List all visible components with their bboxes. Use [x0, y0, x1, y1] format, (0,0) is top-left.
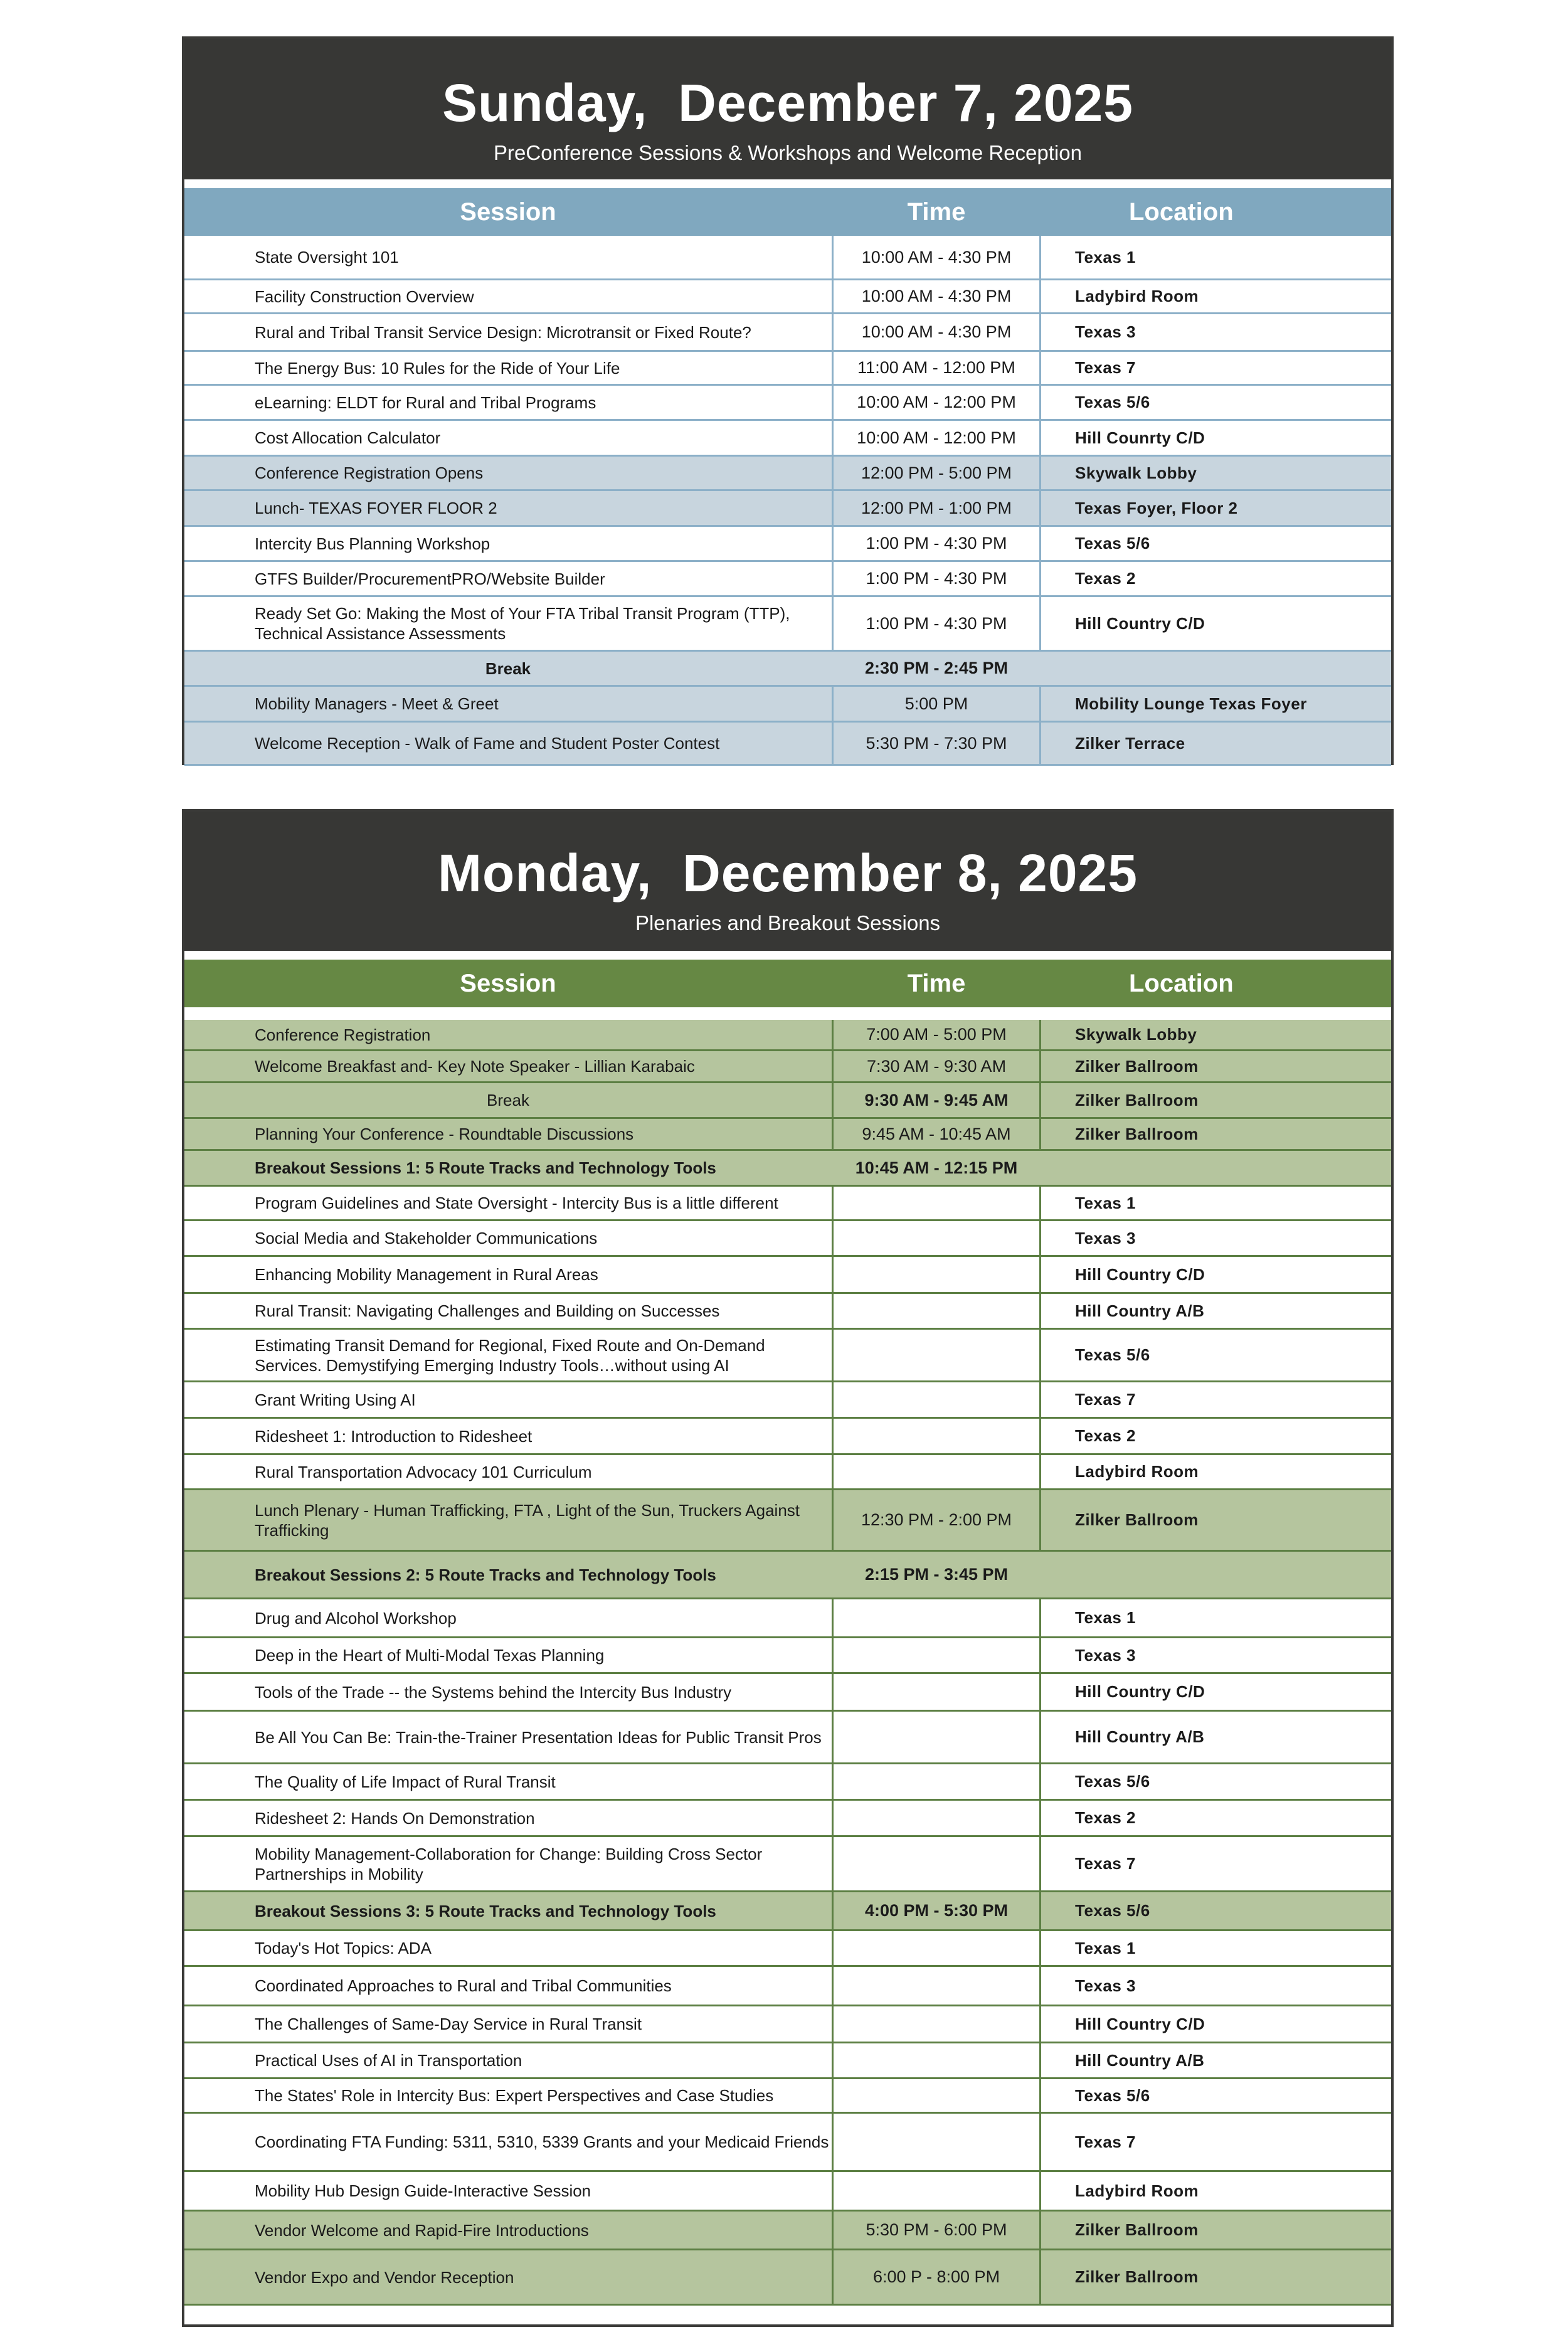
table-row — [184, 1892, 1391, 1931]
session-cell: Mobility Hub Design Guide-Interactive Session — [184, 2172, 832, 2212]
location-cell: Texas 5/6 — [1041, 2079, 1391, 2114]
session-cell: Lunch- TEXAS FOYER FLOOR 2 — [184, 491, 832, 527]
table-row — [184, 1187, 1391, 1221]
time-cell: 9:45 AM - 10:45 AM — [832, 1119, 1041, 1151]
location-cell — [1041, 1552, 1391, 1599]
session-cell: Planning Your Conference - Roundtable Discussions — [184, 1119, 832, 1151]
time-cell: 1:00 PM - 4:30 PM — [832, 562, 1041, 597]
time-cell: 1:00 PM - 4:30 PM — [832, 527, 1041, 562]
session-cell: Conference Registration Opens — [184, 457, 832, 491]
session-cell: Breakout Sessions 2: 5 Route Tracks and Technology Tools — [184, 1552, 832, 1599]
time-cell: 12:30 PM - 2:00 PM — [832, 1490, 1041, 1552]
location-cell: Skywalk Lobby — [1041, 457, 1391, 491]
table-row — [184, 1020, 1391, 1051]
time-cell: 5:00 PM — [832, 687, 1041, 723]
time-cell: 10:00 AM - 12:00 PM — [832, 421, 1041, 457]
table-row — [184, 2114, 1391, 2172]
table-row — [184, 1490, 1391, 1552]
time-cell — [832, 2006, 1041, 2043]
sunday-table-body — [184, 236, 1391, 766]
location-cell: Zilker Ballroom — [1041, 2250, 1391, 2306]
location-cell: Texas 3 — [1041, 314, 1391, 352]
table-row — [184, 1837, 1391, 1892]
location-cell: Texas 7 — [1041, 2114, 1391, 2172]
session-cell: The States' Role in Intercity Bus: Expert Perspectives and Case Studies — [184, 2079, 832, 2114]
location-cell — [1041, 652, 1391, 687]
table-row — [184, 491, 1391, 527]
table-row — [184, 1931, 1391, 1967]
session-cell: Vendor Expo and Vendor Reception — [184, 2250, 832, 2306]
time-cell: 4:00 PM - 5:30 PM — [832, 1892, 1041, 1931]
session-cell: Lunch Plenary - Human Trafficking, FTA , Light of the Sun, Truckers Against Trafficking — [184, 1490, 832, 1552]
session-cell: Cost Allocation Calculator — [184, 421, 832, 457]
table-row — [184, 352, 1391, 386]
session-cell: Practical Uses of AI in Transportation — [184, 2043, 832, 2079]
time-cell — [832, 1638, 1041, 1674]
time-cell — [832, 1764, 1041, 1801]
location-cell — [1041, 1151, 1391, 1187]
session-cell: Ready Set Go: Making the Most of Your FTA Tribal Transit Program (TTP), Technical Assistance Assessments — [184, 597, 832, 652]
session-cell: Facility Construction Overview — [184, 280, 832, 314]
location-cell: Texas 3 — [1041, 1638, 1391, 1674]
time-cell: 10:45 AM - 12:15 PM — [832, 1151, 1041, 1187]
sunday-header — [184, 39, 1391, 188]
session-cell: The Quality of Life Impact of Rural Transit — [184, 1764, 832, 1801]
time-cell — [832, 1967, 1041, 2006]
location-cell: Hill Counrty C/D — [1041, 421, 1391, 457]
time-cell — [832, 2172, 1041, 2212]
location-cell: Texas 1 — [1041, 1931, 1391, 1967]
location-cell: Zilker Ballroom — [1041, 2212, 1391, 2250]
table-row — [184, 1674, 1391, 1712]
time-cell — [832, 1187, 1041, 1221]
session-cell: Deep in the Heart of Multi-Modal Texas Planning — [184, 1638, 832, 1674]
table-row — [184, 1051, 1391, 1083]
location-cell: Hill Country A/B — [1041, 1712, 1391, 1764]
table-row — [184, 2006, 1391, 2043]
table-row — [184, 457, 1391, 491]
table-row — [184, 421, 1391, 457]
table-row — [184, 2043, 1391, 2079]
time-cell — [832, 1221, 1041, 1257]
location-cell: Hill Country C/D — [1041, 597, 1391, 652]
sunday-schedule — [182, 36, 1394, 765]
session-cell: Welcome Breakfast and- Key Note Speaker - Lillian Karabaic — [184, 1051, 832, 1083]
time-cell — [832, 1455, 1041, 1490]
session-cell: Rural and Tribal Transit Service Design: Microtransit or Fixed Route? — [184, 314, 832, 352]
table-row — [184, 280, 1391, 314]
sunday-title: Sunday, December 7, 2025 — [442, 73, 1133, 132]
location-cell: Texas Foyer, Floor 2 — [1041, 491, 1391, 527]
time-cell: 9:30 AM - 9:45 AM — [832, 1083, 1041, 1119]
table-row — [184, 1967, 1391, 2006]
table-row — [184, 1330, 1391, 1382]
session-cell: Today's Hot Topics: ADA — [184, 1931, 832, 1967]
table-row — [184, 527, 1391, 562]
table-row — [184, 597, 1391, 652]
session-cell: Coordinating FTA Funding: 5311, 5310, 5339 Grants and your Medicaid Friends — [184, 2114, 832, 2172]
session-cell: Mobility Managers - Meet & Greet — [184, 687, 832, 723]
table-row — [184, 1712, 1391, 1764]
time-cell: 7:30 AM - 9:30 AM — [832, 1051, 1041, 1083]
location-cell: Texas 5/6 — [1041, 1330, 1391, 1382]
location-cell: Ladybird Room — [1041, 280, 1391, 314]
table-row — [184, 1294, 1391, 1330]
location-cell: Texas 1 — [1041, 236, 1391, 280]
session-cell: Enhancing Mobility Management in Rural Areas — [184, 1257, 832, 1294]
table-row — [184, 1599, 1391, 1638]
time-cell: 10:00 AM - 4:30 PM — [832, 236, 1041, 280]
table-row — [184, 1083, 1391, 1119]
location-cell: Ladybird Room — [1041, 2172, 1391, 2212]
table-row — [184, 562, 1391, 597]
location-cell: Ladybird Room — [1041, 1455, 1391, 1490]
location-cell: Texas 5/6 — [1041, 527, 1391, 562]
table-row — [184, 1455, 1391, 1490]
location-cell: Texas 1 — [1041, 1599, 1391, 1638]
session-cell: Tools of the Trade -- the Systems behind the Intercity Bus Industry — [184, 1674, 832, 1712]
session-cell: Conference Registration — [184, 1020, 832, 1051]
location-cell: Hill Country C/D — [1041, 1674, 1391, 1712]
time-cell — [832, 1599, 1041, 1638]
time-cell — [832, 1382, 1041, 1419]
table-row — [184, 2212, 1391, 2250]
location-column-header: Location — [1129, 969, 1234, 997]
time-column-header: Time — [907, 969, 966, 997]
session-cell: eLearning: ELDT for Rural and Tribal Programs — [184, 386, 832, 421]
table-row — [184, 652, 1391, 687]
time-cell — [832, 1674, 1041, 1712]
location-cell: Texas 1 — [1041, 1187, 1391, 1221]
session-cell: Grant Writing Using AI — [184, 1382, 832, 1419]
location-cell: Texas 5/6 — [1041, 1764, 1391, 1801]
table-row — [184, 1151, 1391, 1187]
time-cell: 10:00 AM - 12:00 PM — [832, 386, 1041, 421]
table-row — [184, 1801, 1391, 1837]
session-cell: Break — [184, 652, 832, 687]
table-row — [184, 236, 1391, 280]
time-cell — [832, 2114, 1041, 2172]
monday-column-headers — [184, 960, 1391, 1007]
time-cell — [832, 1801, 1041, 1837]
session-cell: Mobility Management-Collaboration for Change: Building Cross Sector Partnerships in Mobility — [184, 1837, 832, 1892]
session-cell: Program Guidelines and State Oversight - Intercity Bus is a little different — [184, 1187, 832, 1221]
session-cell: Ridesheet 2: Hands On Demonstration — [184, 1801, 832, 1837]
time-cell — [832, 1294, 1041, 1330]
time-cell: 6:00 P - 8:00 PM — [832, 2250, 1041, 2306]
monday-header-gap — [184, 1007, 1391, 1020]
session-cell: Vendor Welcome and Rapid-Fire Introductions — [184, 2212, 832, 2250]
table-row — [184, 1764, 1391, 1801]
sunday-column-headers — [184, 188, 1391, 236]
time-cell — [832, 1931, 1041, 1967]
location-column-header: Location — [1129, 198, 1234, 226]
session-cell: The Energy Bus: 10 Rules for the Ride of Your Life — [184, 352, 832, 386]
location-cell: Texas 2 — [1041, 1801, 1391, 1837]
location-cell: Hill Country A/B — [1041, 1294, 1391, 1330]
session-cell: Be All You Can Be: Train-the-Trainer Presentation Ideas for Public Transit Pros — [184, 1712, 832, 1764]
table-row — [184, 314, 1391, 352]
table-row — [184, 1257, 1391, 1294]
location-cell: Hill Country A/B — [1041, 2043, 1391, 2079]
session-cell: Ridesheet 1: Introduction to Ridesheet — [184, 1419, 832, 1455]
location-cell: Texas 5/6 — [1041, 386, 1391, 421]
time-cell: 2:15 PM - 3:45 PM — [832, 1552, 1041, 1599]
location-cell: Texas 2 — [1041, 1419, 1391, 1455]
time-cell — [832, 1712, 1041, 1764]
monday-table-body — [184, 1020, 1391, 2306]
location-cell: Texas 5/6 — [1041, 1892, 1391, 1931]
time-cell: 5:30 PM - 6:00 PM — [832, 2212, 1041, 2250]
table-row — [184, 723, 1391, 766]
time-cell: 5:30 PM - 7:30 PM — [832, 723, 1041, 766]
session-cell: Drug and Alcohol Workshop — [184, 1599, 832, 1638]
location-cell: Texas 7 — [1041, 1382, 1391, 1419]
table-row — [184, 1638, 1391, 1674]
time-cell — [832, 1837, 1041, 1892]
session-cell: Welcome Reception - Walk of Fame and Student Poster Contest — [184, 723, 832, 766]
monday-subtitle: Plenaries and Breakout Sessions — [635, 911, 941, 935]
location-cell: Zilker Ballroom — [1041, 1490, 1391, 1552]
location-cell: Texas 2 — [1041, 562, 1391, 597]
table-row — [184, 687, 1391, 723]
time-cell — [832, 2079, 1041, 2114]
time-cell: 10:00 AM - 4:30 PM — [832, 280, 1041, 314]
session-column-header: Session — [460, 969, 556, 997]
time-cell — [832, 2043, 1041, 2079]
table-row — [184, 2172, 1391, 2212]
time-cell: 1:00 PM - 4:30 PM — [832, 597, 1041, 652]
table-row — [184, 386, 1391, 421]
time-cell: 12:00 PM - 1:00 PM — [832, 491, 1041, 527]
session-cell: The Challenges of Same-Day Service in Rural Transit — [184, 2006, 832, 2043]
table-row — [184, 2079, 1391, 2114]
table-row — [184, 1552, 1391, 1599]
time-cell: 12:00 PM - 5:00 PM — [832, 457, 1041, 491]
location-cell: Skywalk Lobby — [1041, 1020, 1391, 1051]
time-cell — [832, 1257, 1041, 1294]
session-cell: Intercity Bus Planning Workshop — [184, 527, 832, 562]
session-cell: Rural Transit: Navigating Challenges and Building on Successes — [184, 1294, 832, 1330]
location-cell: Texas 7 — [1041, 1837, 1391, 1892]
session-cell: Coordinated Approaches to Rural and Tribal Communities — [184, 1967, 832, 2006]
sunday-subtitle: PreConference Sessions & Workshops and Welcome Reception — [494, 141, 1082, 164]
session-column-header: Session — [460, 198, 556, 226]
time-cell: 2:30 PM - 2:45 PM — [832, 652, 1041, 687]
table-row — [184, 2250, 1391, 2306]
monday-header — [184, 812, 1391, 960]
time-cell: 7:00 AM - 5:00 PM — [832, 1020, 1041, 1051]
location-cell: Texas 3 — [1041, 1967, 1391, 2006]
location-cell: Hill Country C/D — [1041, 2006, 1391, 2043]
session-cell: Rural Transportation Advocacy 101 Curriculum — [184, 1455, 832, 1490]
location-cell: Zilker Terrace — [1041, 723, 1391, 766]
session-cell: GTFS Builder/ProcurementPRO/Website Builder — [184, 562, 832, 597]
table-row — [184, 1119, 1391, 1151]
session-cell: Breakout Sessions 1: 5 Route Tracks and Technology Tools — [184, 1151, 832, 1187]
table-row — [184, 1221, 1391, 1257]
time-cell: 11:00 AM - 12:00 PM — [832, 352, 1041, 386]
location-cell: Zilker Ballroom — [1041, 1083, 1391, 1119]
session-cell: Estimating Transit Demand for Regional, Fixed Route and On-Demand Services. Demystifying Emerging Industry Tools…without using AI — [184, 1330, 832, 1382]
location-cell: Mobility Lounge Texas Foyer — [1041, 687, 1391, 723]
session-cell: Break — [184, 1083, 832, 1119]
time-cell: 10:00 AM - 4:30 PM — [832, 314, 1041, 352]
time-column-header: Time — [907, 198, 966, 226]
location-cell: Zilker Ballroom — [1041, 1119, 1391, 1151]
time-cell — [832, 1330, 1041, 1382]
time-cell — [832, 1419, 1041, 1455]
session-cell: Social Media and Stakeholder Communications — [184, 1221, 832, 1257]
monday-schedule — [182, 809, 1394, 2327]
location-cell: Zilker Ballroom — [1041, 1051, 1391, 1083]
session-cell: State Oversight 101 — [184, 236, 832, 280]
session-cell: Breakout Sessions 3: 5 Route Tracks and Technology Tools — [184, 1892, 832, 1931]
table-row — [184, 1419, 1391, 1455]
location-cell: Texas 7 — [1041, 352, 1391, 386]
location-cell: Texas 3 — [1041, 1221, 1391, 1257]
table-row — [184, 1382, 1391, 1419]
location-cell: Hill Country C/D — [1041, 1257, 1391, 1294]
monday-title: Monday, December 8, 2025 — [438, 844, 1138, 903]
